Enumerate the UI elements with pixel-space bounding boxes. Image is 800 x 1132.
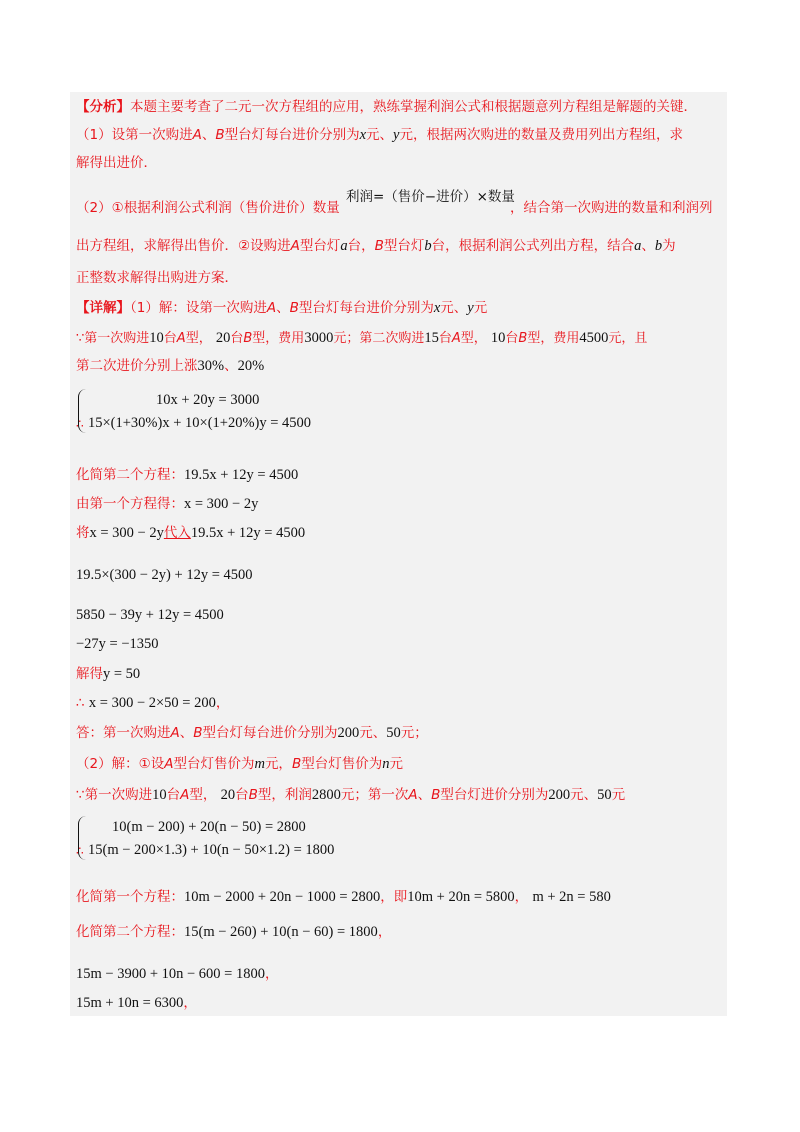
text: 型台灯每台进价分别为 [224, 127, 360, 143]
analysis-line-4-tail: ，结合第一次购进的数量和利润列 [510, 200, 713, 216]
text: 型， [189, 787, 217, 803]
var: n [382, 756, 390, 772]
text: 型， [185, 331, 212, 346]
part2-line-2 [76, 786, 625, 804]
analysis-tag: 【分析】 [76, 99, 130, 115]
text: 、 [276, 300, 290, 316]
num: 10 [149, 330, 164, 346]
text: 台，根据利润公式列出方程，结合 [431, 238, 635, 254]
text: ， [377, 924, 392, 940]
var: m [254, 756, 265, 772]
text: （1）设第一次购进 [76, 127, 193, 143]
system2-eq2: 15(m − 200×1.3) + 10(n − 50×1.2) = 1800 [88, 842, 335, 858]
var: b [654, 238, 663, 254]
text: 元 [611, 787, 626, 803]
text: ∵第一次购进 [76, 787, 153, 803]
system1-eq1: 10x + 20y = 3000 [156, 392, 260, 408]
var: b [424, 238, 432, 254]
text: 台 [166, 787, 181, 803]
text: 化简第二个方程： [76, 467, 184, 483]
equation: x = 300 − 2y [184, 496, 259, 512]
text: 答：第一次购进 [76, 725, 171, 741]
text: 化简第二个方程： [76, 924, 184, 940]
derive-line [76, 495, 258, 513]
text: ，即 [380, 889, 408, 905]
var: x [433, 300, 441, 316]
answer-line-1 [76, 724, 428, 742]
var: y [393, 127, 400, 143]
text: 、 [641, 238, 655, 254]
text: 型，利润 [257, 787, 312, 803]
text: 、 [179, 725, 194, 741]
text: ， [215, 695, 230, 711]
text: （2）①根据利润公式利润（售价进价）数量 [76, 200, 340, 216]
var: A [170, 725, 180, 741]
text: 台 [163, 331, 177, 346]
text: 将 [76, 525, 90, 541]
var: B [243, 331, 253, 346]
detail-line-1 [76, 299, 487, 317]
therefore-symbol-1: ∴ [76, 417, 84, 431]
text: 型台灯每台进价分别为 [202, 725, 338, 741]
document-content [70, 92, 727, 1016]
equation: 10m + 20n = 5800 [407, 889, 515, 905]
var: A [192, 127, 202, 143]
text: 型台灯 [299, 238, 341, 254]
text: 为 [662, 238, 676, 254]
text: 台 [235, 787, 249, 803]
num: 20 [215, 330, 231, 346]
var: A [266, 300, 277, 316]
text: 元 [389, 756, 403, 772]
profit-formula: 利润=（售价−进价）×数量 [346, 189, 515, 205]
text: 解得 [76, 666, 103, 682]
simplify-first-line [76, 888, 611, 906]
text: 元、 [359, 725, 387, 741]
num: 200 [548, 787, 571, 803]
detail-line-3 [76, 357, 264, 375]
part2-line-1 [76, 755, 403, 773]
analysis-line-1 [76, 98, 697, 116]
text: ∴ [76, 695, 85, 711]
text: 元；第一次 [340, 787, 409, 803]
text: 型台灯进价分别为 [440, 787, 549, 803]
text: 型，费用 [527, 331, 580, 346]
var: B [374, 238, 384, 254]
text: 型台灯售价为 [301, 756, 383, 772]
var: A [180, 787, 190, 803]
equation: 10m − 2000 + 20n − 1000 = 2800 [184, 889, 381, 905]
step-line-6: −27y = −1350 [76, 636, 159, 652]
system2-eq1: 10(m − 200) + 20(n − 50) = 2800 [112, 819, 306, 835]
equation: x = 300 − 2y [89, 525, 164, 541]
var: A [176, 331, 186, 346]
text: 型， [460, 331, 487, 346]
equation: x = 300 − 2×50 = 200 [88, 695, 216, 711]
text: 元； [400, 725, 428, 741]
var: B [248, 787, 258, 803]
var: A [164, 756, 174, 772]
text: 型台灯 [383, 238, 425, 254]
num: 15 [424, 330, 439, 346]
text: 元、 [570, 787, 598, 803]
var: A [290, 238, 300, 254]
text: ， [183, 995, 197, 1011]
text: 元， [264, 756, 292, 772]
text: 、 [224, 358, 238, 374]
var: x [359, 127, 367, 143]
text: 型，费用 [252, 331, 305, 346]
equation: 15(m − 260) + 10(n − 60) = 1800 [184, 924, 378, 940]
simplify-line-1 [76, 466, 298, 484]
equation: m + 2n = 580 [532, 889, 611, 905]
step-line-4: 19.5×(300 − 2y) + 12y = 4500 [76, 567, 253, 583]
text: （1）解：设第一次购进 [130, 300, 267, 316]
text: 出方程组，求解得出售价．②设购进 [76, 238, 291, 254]
var: B [193, 725, 203, 741]
text: 由第一个方程得： [76, 496, 184, 512]
num: 50 [386, 725, 401, 741]
text: 台 [505, 331, 519, 346]
analysis-line-4 [76, 199, 340, 217]
num: 50 [597, 787, 612, 803]
text: 第二次进价分别上涨 [76, 358, 198, 374]
text: ， [514, 889, 529, 905]
substitute-line [76, 524, 305, 542]
var: B [215, 127, 225, 143]
result-x-line [76, 694, 229, 712]
text: 元；第二次购进 [333, 331, 425, 346]
step-line-5: 5850 − 39y + 12y = 4500 [76, 607, 224, 623]
equation: 19.5x + 12y = 4500 [184, 467, 299, 483]
analysis-line-2 [76, 126, 683, 144]
text: 化简第一个方程： [76, 889, 184, 905]
num: 4500 [579, 330, 609, 346]
equation: y = 50 [103, 666, 141, 682]
var: y [467, 300, 474, 316]
analysis-text: 本题主要考查了二元一次方程组的应用，熟练掌握利润公式和根据题意列方程组是解题的关键． [130, 99, 697, 115]
analysis-line-5 [76, 237, 676, 255]
analysis-line-6: 正整数求解得出购进方案． [76, 270, 238, 286]
text: 型台灯每台进价分别为 [298, 300, 434, 316]
text: 台， [347, 238, 375, 254]
solve-line [76, 665, 140, 683]
var: A [408, 787, 418, 803]
text: 元，且 [608, 331, 648, 346]
analysis-line-3: 解得出进价． [76, 155, 157, 171]
num: 3000 [304, 330, 334, 346]
equation: 19.5x + 12y = 4500 [190, 525, 306, 541]
step-line-q4 [76, 994, 197, 1012]
step-line-q3 [76, 965, 279, 983]
var: a [340, 238, 348, 254]
text: 、 [201, 127, 216, 143]
equation: 15m − 3900 + 10n − 600 = 1800 [76, 966, 265, 982]
num: 10 [490, 330, 506, 346]
text: 台 [230, 331, 244, 346]
var: B [431, 787, 441, 803]
equation: 15m + 10n = 6300 [76, 995, 184, 1011]
text: ， [265, 966, 279, 982]
detail-line-2 [76, 329, 647, 348]
text: 代入 [163, 525, 191, 541]
text: 元、 [440, 300, 468, 316]
num: 20 [220, 787, 236, 803]
var: A [451, 331, 461, 346]
num: 200 [337, 725, 360, 741]
text: 元，根据两次购进的数量及费用列出方程组，求 [399, 127, 683, 143]
simplify-second-line [76, 923, 391, 941]
therefore-symbol-2: ∴ [76, 844, 84, 858]
var: a [634, 238, 642, 254]
text: 元、 [366, 127, 394, 143]
var: B [291, 756, 302, 772]
text: （2）解：①设 [76, 756, 165, 772]
text: 型台灯售价为 [173, 756, 255, 772]
text: 元 [473, 300, 488, 316]
num: 10 [152, 787, 167, 803]
detail-tag: 【详解】 [76, 300, 130, 316]
text: 、 [417, 787, 432, 803]
var: B [518, 331, 528, 346]
num: 30% [197, 358, 225, 374]
num: 20% [237, 358, 265, 374]
text: 台 [438, 331, 452, 346]
var: B [289, 300, 299, 316]
text: ∵第一次购进 [76, 331, 150, 346]
system1-eq2: 15×(1+30%)x + 10×(1+20%)y = 4500 [88, 415, 312, 431]
num: 2800 [311, 787, 341, 803]
